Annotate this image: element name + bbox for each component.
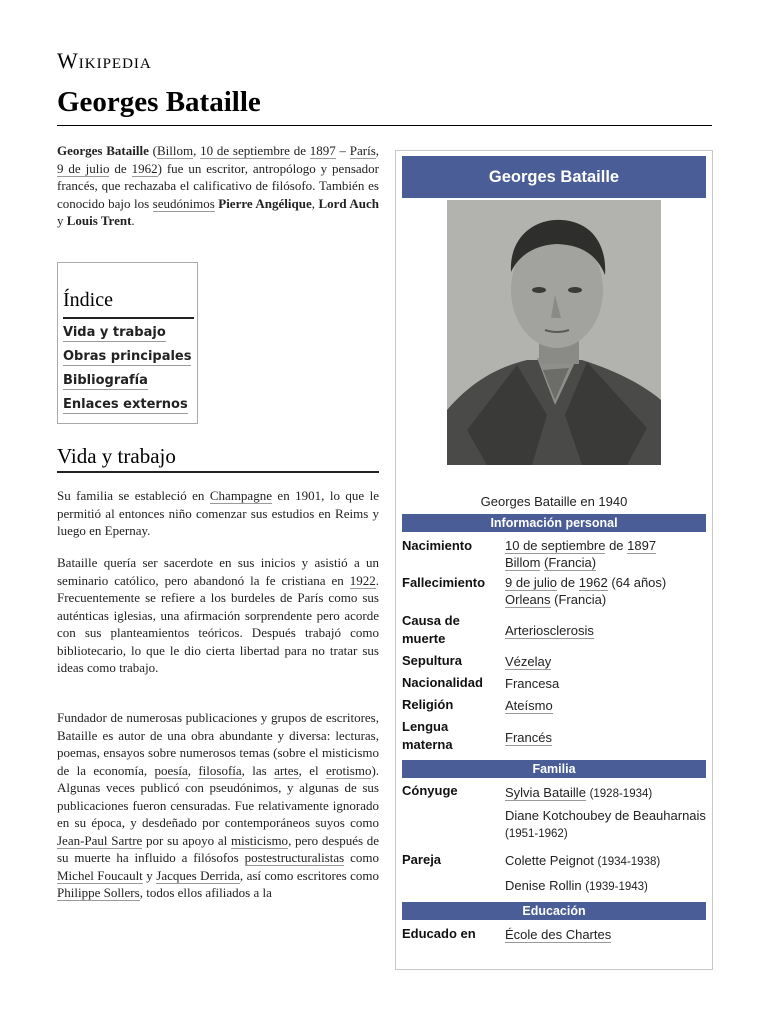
link-sylvia[interactable]: Sylvia Bataille [505, 785, 586, 800]
intro-name: Georges Bataille [57, 143, 149, 158]
fal-country: (Francia) [554, 592, 607, 607]
p3-text-c: por su apoyo al [146, 832, 228, 848]
link-nac-place[interactable]: Billom [505, 555, 541, 570]
section-heading-vida: Vida y trabajo [57, 444, 176, 468]
p3-text-e: , así como escritores como [239, 867, 380, 883]
value-nacimiento [505, 537, 710, 571]
link-derrida[interactable]: Jacques Derrida [156, 867, 240, 883]
toc-item-bibliografia[interactable]: Bibliografía [63, 373, 148, 388]
link-artes[interactable]: artes [274, 762, 299, 778]
link-1922[interactable]: 1922 [349, 572, 376, 588]
label-pareja: Pareja [402, 852, 442, 867]
pseudonym-2: Lord Auch [318, 195, 380, 211]
fal-age: (64 años) [611, 575, 667, 590]
portrait-photo[interactable] [447, 200, 661, 465]
toc-item-vida[interactable]: Vida y trabajo [63, 325, 166, 340]
intro-text: fue un escritor, antropólogo y pensador francés, que rechazaba el calificativo de filósofo. También es conocido bajo los [57, 160, 379, 211]
link-deathdate[interactable]: 9 de julio [57, 160, 110, 176]
label-religion: Religión [402, 697, 454, 712]
value-pareja-2 [505, 877, 710, 896]
link-poesia[interactable]: poesía [154, 762, 188, 778]
pareja-1-name: Colette Peignot [505, 853, 594, 868]
label-nacionalidad: Nacionalidad [402, 675, 483, 690]
label-educado: Educado en [402, 926, 476, 941]
intro-de-2: de [114, 160, 127, 176]
section-header-education: Educación [402, 902, 706, 920]
link-ecole-des-chartes[interactable]: École des Chartes [505, 927, 612, 942]
paragraph-1 [57, 487, 379, 540]
value-sepultura [505, 653, 710, 670]
p3-text-b: ). Algunas veces publicó con pseudónimos, y algunas de sus publicaciones fueron censuradas. Fue relativamente ignorado en su época, y desdeñado por contemporáneos suyos como [57, 762, 380, 830]
value-pareja-1 [505, 852, 710, 871]
link-seudonimos[interactable]: seudónimos [152, 195, 215, 211]
link-erotismo[interactable]: erotismo [325, 762, 372, 778]
link-1962[interactable]: 1962 [131, 160, 158, 176]
label-sepultura: Sepultura [402, 653, 462, 668]
page-title: Georges Bataille [57, 86, 261, 118]
p3-las: , las [241, 762, 267, 778]
fal-de: de [560, 575, 576, 590]
p1-text-b: en 1901, lo que le permitió al entonces niño comenzar sus estudios en Reims y luego en Epernay. [57, 488, 379, 538]
link-foucault[interactable]: Michel Foucault [57, 867, 143, 883]
label-causa: Causa de muerte [402, 613, 460, 646]
conyuge-1-years: (1928-1934) [589, 788, 653, 800]
paragraph-3: Fundador de numerosas publicaciones y grupos de escritores, Bataille es autor de una obra abundante y diversa: lecturas, poemas, ensayos sobre numerosos temas (sobre el misticismo de la economía, poesía, filosofía, las artes, el erotismo). Algunas veces publicó con pseudónimos, y algunas de sus publicaciones fueron censuradas. Fue relativamente ignorado en su época, y desdeñado por contemporáneos suyos como Jean-Paul Sartre por su apoyo al misticismo, pero después de su muerte ha influido a filósofos postestructuralistas como Michel Foucault y Jacques Derrida, así como escritores como Philippe Sollers, todos ellos afiliados a la [57, 710, 380, 900]
value-causa [505, 622, 710, 639]
paragraph-2 [57, 554, 379, 677]
link-birthdate[interactable]: 10 de septiembre [200, 143, 290, 158]
link-paris[interactable]: París [349, 143, 376, 158]
label-conyuge: Cónyuge [402, 783, 458, 798]
label-lengua: Lengua materna [402, 719, 453, 752]
pareja-2-name: Denise Rollin [505, 878, 582, 893]
title-divider [57, 125, 712, 126]
toc-item-enlaces[interactable]: Enlaces externos [63, 397, 188, 412]
section-header-family: Familia [402, 760, 706, 778]
p3-text-f: , todos ellos afiliados a la [139, 885, 272, 900]
pseudonym-3: Louis Trent [66, 213, 132, 228]
section-divider [57, 471, 379, 473]
label-fallecimiento: Fallecimiento [402, 575, 486, 590]
link-filosofia[interactable]: filosofía [198, 762, 242, 778]
value-conyuge-1 [505, 784, 710, 803]
link-frances[interactable]: Francés [505, 730, 552, 745]
intro-dash: – [339, 143, 346, 158]
value-lengua [505, 729, 710, 746]
value-religion [505, 697, 710, 714]
value-nacionalidad: Francesa [505, 676, 560, 691]
toc-divider [63, 317, 194, 319]
pareja-1-years: (1934-1938) [597, 856, 661, 868]
value-fallecimiento [505, 574, 710, 608]
value-conyuge-2 [505, 807, 710, 843]
link-fal-year[interactable]: 1962 [578, 575, 608, 590]
toc-heading: Índice [63, 289, 113, 311]
p3-text-d: , pero después de su muerte ha influido a filósofos [57, 832, 380, 865]
conyuge-2-name: Diane Kotchoubey de Beauharnais [505, 808, 706, 823]
p3-text-a: Fundador de numerosas publicaciones y grupos de escritores, Bataille es autor de una obra abundante y diversa: lecturas, poemas, ensayos sobre numerosos temas (sobre el misticismo de la economía, [57, 710, 379, 778]
p1-text-a: Su familia se estableció en [57, 488, 205, 503]
wikipedia-wordmark: Wikipedia [57, 48, 152, 73]
section-header-personal: Información personal [402, 514, 706, 532]
intro-de: de [293, 143, 306, 158]
table-of-contents [57, 262, 198, 424]
intro-y: y [57, 213, 64, 228]
link-nac-country[interactable]: (Francia) [544, 555, 597, 570]
pareja-2-years: (1939-1943) [585, 881, 648, 893]
link-1897[interactable]: 1897 [309, 143, 336, 158]
nac-de: de [609, 538, 624, 553]
link-nac-year[interactable]: 1897 [627, 538, 657, 553]
conyuge-2-years: (1951-1962) [505, 828, 568, 840]
infobox-title: Georges Bataille [402, 156, 706, 198]
value-educado [505, 926, 710, 943]
p3-y: y [146, 867, 153, 883]
link-postestructuralistas[interactable]: postestructuralistas [244, 850, 345, 865]
pseudonym-1: Pierre Angélique [218, 195, 312, 211]
link-fal-date[interactable]: 9 de julio [505, 575, 558, 590]
p3-el: , el [298, 762, 319, 778]
link-sartre[interactable]: Jean-Paul Sartre [57, 832, 143, 848]
link-champagne[interactable]: Champagne [209, 488, 272, 503]
link-billom[interactable]: Billom [156, 143, 194, 158]
p2-text-b: . Frecuentemente se refiere a los burdeles de París como sus auténticas iglesias, una afirmación sorprendente pero acorde con sus planteamientos teóricos. Después trabajó como bibliotecario, lo que le dio cierta libertad para no tratar sus ideas como trabajo. [57, 572, 380, 675]
link-arteriosclerosis[interactable]: Arteriosclerosis [505, 623, 594, 638]
infobox [395, 150, 713, 970]
intro-paragraph: Georges Bataille (Billom, 10 de septiembre de 1897 – París, 9 de julio de 1962) fue un escritor, antropólogo y pensador francés, que rechazaba el calificativo de filósofo. También es conocido bajo los seudónimos Pierre Angélique, Lord Auch y Louis Trent. [57, 143, 380, 228]
link-fal-place[interactable]: Orleans [505, 592, 551, 607]
link-sollers[interactable]: Philippe Sollers [57, 885, 140, 900]
photo-caption: Georges Bataille en 1940 [480, 494, 628, 509]
link-vezelay[interactable]: Vézelay [505, 654, 552, 669]
link-nac-date[interactable]: 10 de septiembre [505, 538, 606, 553]
toc-item-obras[interactable]: Obras principales [63, 349, 192, 364]
portrait-illustration [447, 200, 661, 465]
label-nacimiento: Nacimiento [402, 538, 473, 553]
link-misticismo[interactable]: misticismo [231, 832, 289, 848]
p2-text-a: Bataille quería ser sacerdote en sus inicios y asistió a un seminario católico, pero abandonó la fe cristiana en [57, 555, 379, 588]
p3-como: como [350, 850, 380, 865]
link-ateismo[interactable]: Ateísmo [505, 698, 553, 713]
